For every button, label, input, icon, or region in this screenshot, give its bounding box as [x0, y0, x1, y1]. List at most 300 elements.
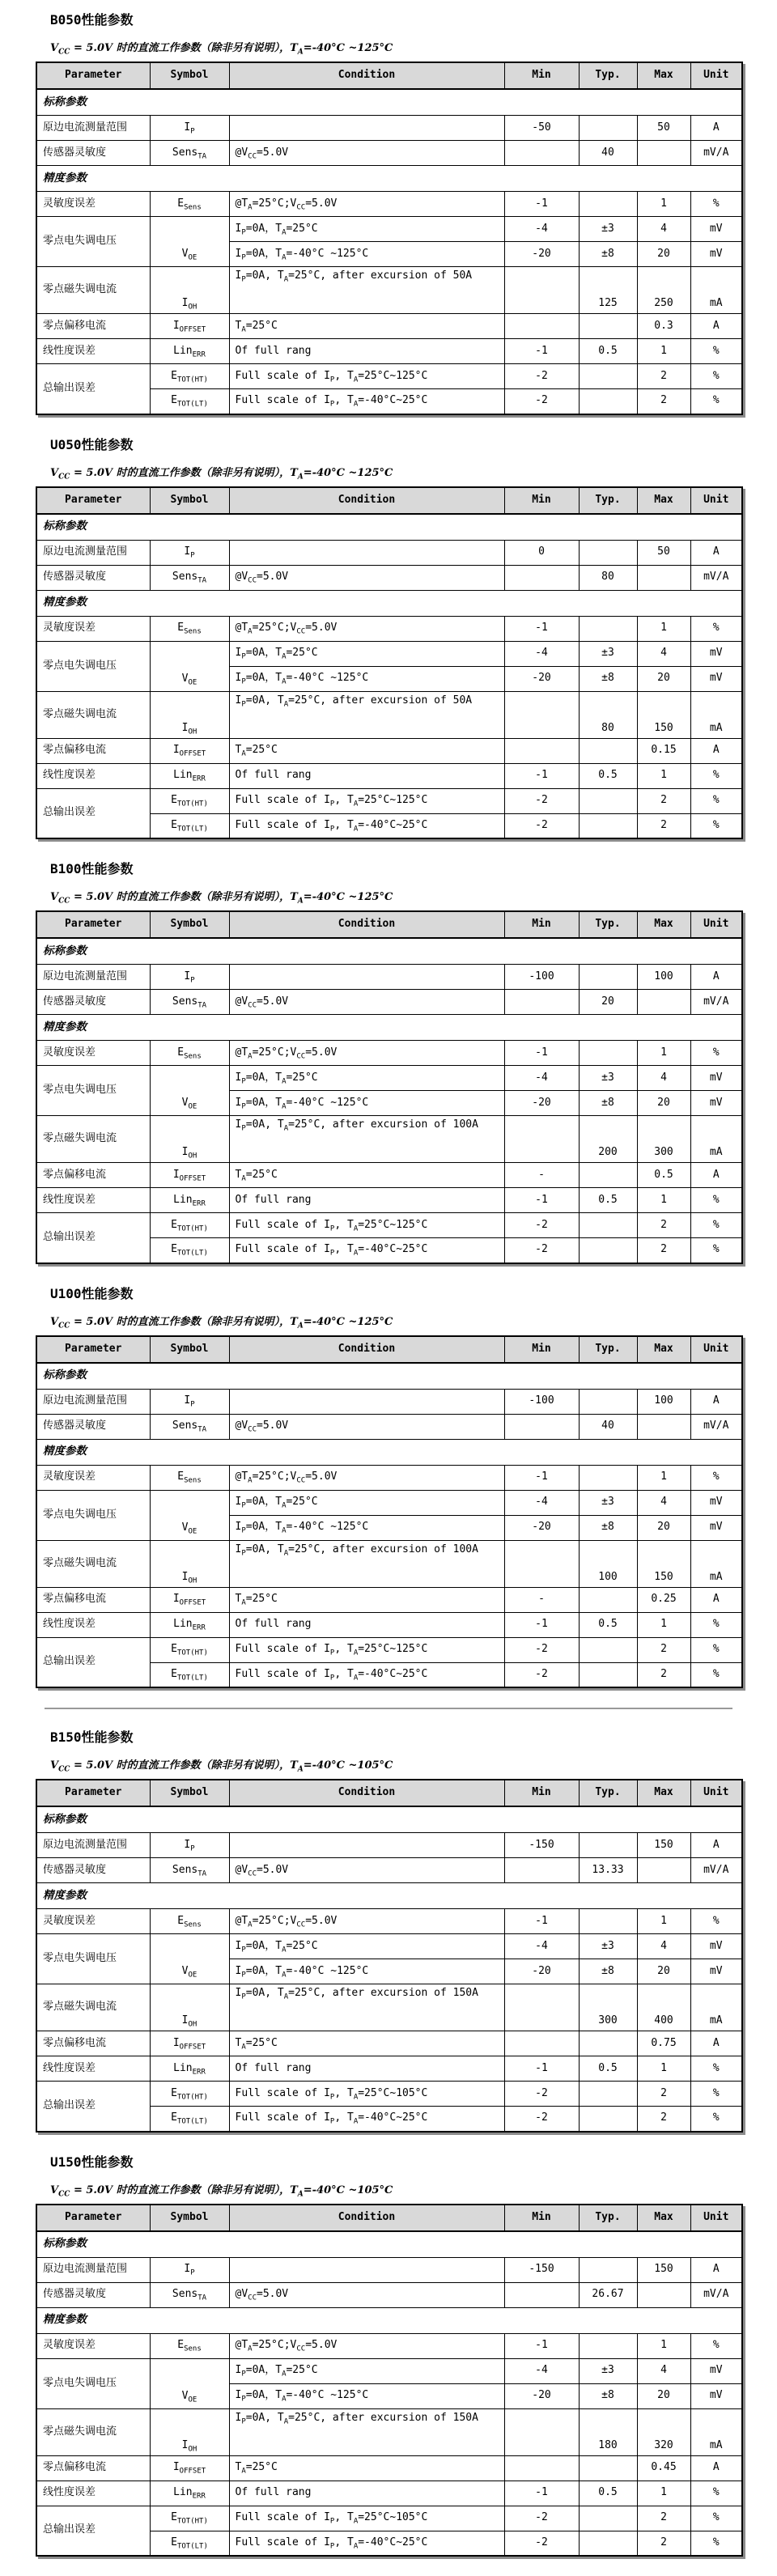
condition-cell: $I_P=0A$，$T_A=-40^\circ C$ ~125°C [229, 666, 504, 691]
min-cell: -20 [504, 1091, 579, 1116]
unit-cell: % [690, 1637, 742, 1662]
column-header-unit: Unit [690, 62, 742, 89]
table-row [36, 141, 742, 166]
param-cell: 原边电流测量范围 [36, 1389, 150, 1414]
max-cell: 1 [637, 763, 690, 788]
condition-cell: Full scale of $I_P$, $T_A=-40^\circ C\sim 25^\circ C$ [229, 813, 504, 838]
typ-cell: ±3 [579, 2358, 637, 2383]
symbol-cell: $V_{OE}$ [150, 1066, 229, 1116]
symbol-cell: $E_{TOT(HT)}$ [150, 2506, 229, 2531]
group-label-cell: 标称参数 [36, 89, 742, 116]
section-title: U050性能参数 [50, 436, 134, 452]
header-row [36, 487, 742, 514]
symbol-cell: $E_{TOT(HT)}$ [150, 2082, 229, 2107]
condition-cell: $I_P=0A$，$T_A=-40^\circ C$ ~125°C [229, 2383, 504, 2408]
max-cell: 20 [637, 1515, 690, 1540]
min-cell: -20 [504, 666, 579, 691]
column-header-typ: Typ. [579, 911, 637, 938]
param-cell: 传感器灵敏度 [36, 141, 150, 166]
max-cell: 1 [637, 2481, 690, 2506]
param-cell: 线性度误差 [36, 2056, 150, 2082]
table-row [36, 2282, 742, 2307]
section-u150 [0, 2152, 777, 2557]
min-cell: -20 [504, 242, 579, 267]
symbol-cell: $V_{OE}$ [150, 1934, 229, 1984]
table-row [36, 2455, 742, 2481]
condition-cell: $@T_A=25^\circ C;V_{CC}=5.0V$ [229, 616, 504, 641]
table-row [36, 2056, 742, 2082]
param-cell: 总输出误差 [36, 1637, 150, 1687]
max-cell: 2 [637, 1213, 690, 1238]
group-row [36, 166, 742, 192]
min-cell: -1 [504, 616, 579, 641]
min-cell: -2 [504, 1637, 579, 1662]
column-header-min: Min [504, 2205, 579, 2231]
symbol-cell: $I_P$ [150, 965, 229, 990]
max-cell: 0.15 [637, 738, 690, 763]
symbol-cell: $V_{OE}$ [150, 641, 229, 691]
column-header-typ: Typ. [579, 2205, 637, 2231]
min-cell: -20 [504, 1959, 579, 1984]
param-cell: 零点偏移电流 [36, 2031, 150, 2056]
param-cell: 零点电失调电压 [36, 2358, 150, 2408]
min-cell: -1 [504, 1909, 579, 1934]
min-cell: -150 [504, 1833, 579, 1858]
typ-cell [579, 2257, 637, 2282]
table-row [36, 763, 742, 788]
param-cell: 总输出误差 [36, 1213, 150, 1263]
condition-cell: $@V_{CC}=5.0V$ [229, 990, 504, 1015]
symbol-cell: $I_{OFFSET}$ [150, 314, 229, 339]
column-header-min: Min [504, 62, 579, 89]
condition-cell: Of full rang [229, 2056, 504, 2082]
unit-cell: mV [690, 242, 742, 267]
unit-cell: mV/A [690, 990, 742, 1015]
max-cell: 1 [637, 192, 690, 217]
min-cell [504, 990, 579, 1015]
table-row [36, 540, 742, 565]
typ-cell: 26.67 [579, 2282, 637, 2307]
max-cell: 150 [637, 1833, 690, 1858]
parameters-table [36, 486, 743, 840]
condition-cell: Of full rang [229, 763, 504, 788]
param-cell: 灵敏度误差 [36, 192, 150, 217]
symbol-cell: $E_{TOT(LT)}$ [150, 389, 229, 414]
min-cell [504, 1540, 579, 1587]
column-header-typ: Typ. [579, 62, 637, 89]
column-header-condition: Condition [229, 2205, 504, 2231]
table-row [36, 2358, 742, 2383]
symbol-cell: $I_P$ [150, 1833, 229, 1858]
unit-cell: A [690, 738, 742, 763]
min-cell: -1 [504, 339, 579, 364]
max-cell: 1 [637, 1188, 690, 1213]
symbol-cell: Lin$_{ERR}$ [150, 763, 229, 788]
condition-cell: $T_A=25^\circ C$ [229, 314, 504, 339]
symbol-cell: $E_{TOT(LT)}$ [150, 813, 229, 838]
param-cell: 零点电失调电压 [36, 641, 150, 691]
typ-cell [579, 1465, 637, 1490]
typ-cell: ±8 [579, 666, 637, 691]
unit-cell: mV/A [690, 141, 742, 166]
column-header-max: Max [637, 911, 690, 938]
max-cell [637, 2282, 690, 2307]
param-cell: 零点偏移电流 [36, 1163, 150, 1188]
min-cell: -150 [504, 2257, 579, 2282]
typ-cell: 0.5 [579, 2481, 637, 2506]
symbol-cell: $E_{Sens}$ [150, 192, 229, 217]
condition-cell: $I_P=0A$，$T_A=25^\circ C$ [229, 217, 504, 242]
symbol-cell: $E_{Sens}$ [150, 1465, 229, 1490]
min-cell: -4 [504, 1934, 579, 1959]
column-header-condition: Condition [229, 62, 504, 89]
unit-cell: mV [690, 217, 742, 242]
symbol-cell: $I_{OFFSET}$ [150, 1163, 229, 1188]
max-cell: 4 [637, 1934, 690, 1959]
column-header-max: Max [637, 1336, 690, 1363]
typ-cell [579, 1389, 637, 1414]
param-cell: 线性度误差 [36, 339, 150, 364]
typ-cell: 200 [579, 1116, 637, 1163]
max-cell [637, 1858, 690, 1883]
min-cell [504, 141, 579, 166]
column-header-max: Max [637, 487, 690, 514]
symbol-cell: $I_{OFFSET}$ [150, 2455, 229, 2481]
section-title: B100性能参数 [50, 861, 134, 876]
param-cell: 零点磁失调电流 [36, 1984, 150, 2031]
typ-cell: 100 [579, 1540, 637, 1587]
param-cell: 总输出误差 [36, 364, 150, 414]
max-cell: 0.3 [637, 314, 690, 339]
group-row [36, 1015, 742, 1041]
condition-cell: $@V_{CC}=5.0V$ [229, 1414, 504, 1439]
symbol-cell: $I_{OFFSET}$ [150, 738, 229, 763]
group-label-cell: 标称参数 [36, 1806, 742, 1833]
parameters-table [36, 2204, 743, 2557]
column-header-unit: Unit [690, 2205, 742, 2231]
unit-cell: % [690, 2082, 742, 2107]
max-cell: 250 [637, 267, 690, 314]
min-cell [504, 2408, 579, 2455]
table-row [36, 2408, 742, 2455]
min-cell: -50 [504, 116, 579, 141]
symbol-cell: $I_P$ [150, 1389, 229, 1414]
section-b050 [0, 10, 777, 415]
max-cell: 1 [637, 1909, 690, 1934]
param-cell: 线性度误差 [36, 1612, 150, 1637]
symbol-cell: $E_{TOT(LT)}$ [150, 1238, 229, 1263]
section-subtitle: $V_{CC} = 5.0V$ 时的直流工作参数（除非另有说明），$T_A=-40^\circ C$ ~125°C [50, 1315, 393, 1330]
min-cell: -100 [504, 965, 579, 990]
condition-cell [229, 965, 504, 990]
unit-cell: mA [690, 691, 742, 738]
symbol-cell: Lin$_{ERR}$ [150, 1612, 229, 1637]
unit-cell: mV [690, 2358, 742, 2383]
section-title: B050性能参数 [50, 12, 134, 28]
min-cell: -4 [504, 641, 579, 666]
symbol-cell: $I_P$ [150, 2257, 229, 2282]
table-row [36, 1066, 742, 1091]
condition-cell [229, 540, 504, 565]
condition-cell: Of full rang [229, 339, 504, 364]
max-cell: 4 [637, 641, 690, 666]
min-cell [504, 2282, 579, 2307]
min-cell: -1 [504, 1612, 579, 1637]
max-cell: 0.25 [637, 1587, 690, 1612]
min-cell [504, 691, 579, 738]
column-header-min: Min [504, 1780, 579, 1806]
table-row [36, 1637, 742, 1662]
min-cell: -1 [504, 763, 579, 788]
min-cell: -20 [504, 2383, 579, 2408]
section-u050 [0, 435, 777, 840]
table-row [36, 788, 742, 813]
symbol-cell: Sens$_{TA}$ [150, 1858, 229, 1883]
min-cell: -4 [504, 217, 579, 242]
param-cell: 零点磁失调电流 [36, 691, 150, 738]
symbol-cell: $I_{OH}$ [150, 1984, 229, 2031]
column-header-parameter: Parameter [36, 911, 150, 938]
max-cell: 50 [637, 540, 690, 565]
section-subtitle: $V_{CC} = 5.0V$ 时的直流工作参数（除非另有说明），$T_A=-40^\circ C$ ~125°C [50, 891, 393, 906]
table-row [36, 1213, 742, 1238]
typ-cell: ±8 [579, 242, 637, 267]
unit-cell: A [690, 1163, 742, 1188]
max-cell: 300 [637, 1116, 690, 1163]
group-label-cell: 精度参数 [36, 1883, 742, 1909]
min-cell: -2 [504, 2082, 579, 2107]
typ-cell: 125 [579, 267, 637, 314]
table-row [36, 217, 742, 242]
min-cell: -2 [504, 2107, 579, 2132]
max-cell: 100 [637, 965, 690, 990]
max-cell: 20 [637, 2383, 690, 2408]
typ-cell: 180 [579, 2408, 637, 2455]
unit-cell: mV [690, 1091, 742, 1116]
condition-cell: $@T_A=25^\circ C;V_{CC}=5.0V$ [229, 1465, 504, 1490]
min-cell [504, 1858, 579, 1883]
group-label-cell: 精度参数 [36, 166, 742, 192]
table-row [36, 1612, 742, 1637]
condition-cell [229, 2257, 504, 2282]
param-cell: 原边电流测量范围 [36, 2257, 150, 2282]
min-cell: -4 [504, 1490, 579, 1515]
table-row [36, 1934, 742, 1959]
unit-cell: % [690, 1909, 742, 1934]
table-row [36, 738, 742, 763]
typ-cell [579, 1238, 637, 1263]
max-cell: 2 [637, 813, 690, 838]
min-cell: -1 [504, 2481, 579, 2506]
condition-cell: Of full rang [229, 1188, 504, 1213]
condition-cell: $I_P=0A$，$T_A=-40^\circ C$ ~125°C [229, 1091, 504, 1116]
max-cell: 2 [637, 2531, 690, 2556]
unit-cell: % [690, 2506, 742, 2531]
unit-cell: mV [690, 1934, 742, 1959]
table-row [36, 364, 742, 389]
condition-cell: $I_P=0A$, $T_A=25^\circ C$, after excursion of 50A [229, 267, 504, 314]
table-row [36, 314, 742, 339]
table-row [36, 1984, 742, 2031]
max-cell: 2 [637, 1662, 690, 1687]
max-cell: 2 [637, 2082, 690, 2107]
typ-cell: ±8 [579, 1515, 637, 1540]
column-header-max: Max [637, 1780, 690, 1806]
unit-cell: % [690, 2531, 742, 2556]
param-cell: 零点电失调电压 [36, 1066, 150, 1116]
max-cell: 150 [637, 2257, 690, 2282]
column-header-typ: Typ. [579, 487, 637, 514]
symbol-cell: $E_{TOT(LT)}$ [150, 2531, 229, 2556]
unit-cell: A [690, 1587, 742, 1612]
condition-cell: Full scale of $I_P$, $T_A=25^\circ C\sim 125^\circ C$ [229, 1213, 504, 1238]
symbol-cell: $I_P$ [150, 540, 229, 565]
param-cell: 灵敏度误差 [36, 616, 150, 641]
condition-cell: $T_A=25^\circ C$ [229, 2455, 504, 2481]
min-cell: -2 [504, 2506, 579, 2531]
condition-cell: $I_P=0A$，$T_A=25^\circ C$ [229, 641, 504, 666]
min-cell: -2 [504, 1213, 579, 1238]
unit-cell: % [690, 1465, 742, 1490]
typ-cell [579, 364, 637, 389]
unit-cell: % [690, 2333, 742, 2358]
table-row [36, 339, 742, 364]
column-header-symbol: Symbol [150, 1780, 229, 1806]
symbol-cell: $I_{OFFSET}$ [150, 1587, 229, 1612]
min-cell: 0 [504, 540, 579, 565]
param-cell: 零点磁失调电流 [36, 1116, 150, 1163]
param-cell: 传感器灵敏度 [36, 1858, 150, 1883]
group-row [36, 938, 742, 965]
table-row [36, 1389, 742, 1414]
typ-cell [579, 1662, 637, 1687]
unit-cell: % [690, 1041, 742, 1066]
header-row [36, 1336, 742, 1363]
condition-cell: $T_A=25^\circ C$ [229, 738, 504, 763]
max-cell: 150 [637, 1540, 690, 1587]
unit-cell: % [690, 364, 742, 389]
unit-cell: % [690, 1213, 742, 1238]
parameters-table [36, 1335, 743, 1689]
column-header-condition: Condition [229, 1336, 504, 1363]
section-title: U100性能参数 [50, 1285, 134, 1301]
condition-cell: $@T_A=25^\circ C;V_{CC}=5.0V$ [229, 1041, 504, 1066]
typ-cell: ±3 [579, 1934, 637, 1959]
symbol-cell: $V_{OE}$ [150, 1490, 229, 1540]
symbol-cell: Lin$_{ERR}$ [150, 2481, 229, 2506]
unit-cell: % [690, 389, 742, 414]
table-row [36, 1188, 742, 1213]
table-row [36, 2506, 742, 2531]
condition-cell: $I_P=0A$, $T_A=25^\circ C$, after excursion of 150A [229, 2408, 504, 2455]
min-cell: -2 [504, 813, 579, 838]
column-header-symbol: Symbol [150, 911, 229, 938]
unit-cell: A [690, 540, 742, 565]
parameters-table [36, 1779, 743, 2133]
unit-cell: mV/A [690, 1414, 742, 1439]
table-row [36, 990, 742, 1015]
max-cell: 400 [637, 1984, 690, 2031]
table-row [36, 1163, 742, 1188]
max-cell: 150 [637, 691, 690, 738]
min-cell: -4 [504, 2358, 579, 2383]
min-cell: -1 [504, 1188, 579, 1213]
symbol-cell: Sens$_{TA}$ [150, 1414, 229, 1439]
max-cell: 0.5 [637, 1163, 690, 1188]
table-row [36, 2257, 742, 2282]
unit-cell: mA [690, 267, 742, 314]
param-cell: 零点偏移电流 [36, 1587, 150, 1612]
max-cell: 20 [637, 242, 690, 267]
group-row [36, 1806, 742, 1833]
unit-cell: % [690, 2481, 742, 2506]
unit-cell: A [690, 2455, 742, 2481]
max-cell: 2 [637, 788, 690, 813]
unit-cell: % [690, 763, 742, 788]
typ-cell: 300 [579, 1984, 637, 2031]
group-label-cell: 标称参数 [36, 514, 742, 541]
column-header-typ: Typ. [579, 1780, 637, 1806]
condition-cell: $@T_A=25^\circ C;V_{CC}=5.0V$ [229, 1909, 504, 1934]
condition-cell: $I_P=0A$, $T_A=25^\circ C$, after excursion of 50A [229, 691, 504, 738]
symbol-cell: $V_{OE}$ [150, 217, 229, 267]
unit-cell: mV [690, 1515, 742, 1540]
typ-cell: 40 [579, 141, 637, 166]
typ-cell: ±3 [579, 1066, 637, 1091]
unit-cell: % [690, 616, 742, 641]
min-cell: -1 [504, 2333, 579, 2358]
max-cell [637, 1414, 690, 1439]
unit-cell: % [690, 1238, 742, 1263]
column-header-max: Max [637, 62, 690, 89]
unit-cell: A [690, 1833, 742, 1858]
param-cell: 零点磁失调电流 [36, 267, 150, 314]
max-cell: 1 [637, 1612, 690, 1637]
section-b150 [0, 1727, 777, 2133]
unit-cell: mV [690, 666, 742, 691]
condition-cell: $T_A=25^\circ C$ [229, 1163, 504, 1188]
min-cell: -2 [504, 788, 579, 813]
section-subtitle: $V_{CC} = 5.0V$ 时的直流工作参数（除非另有说明），$T_A=-40^\circ C$ ~125°C [50, 42, 393, 57]
table-row [36, 192, 742, 217]
param-cell: 零点磁失调电流 [36, 1540, 150, 1587]
symbol-cell: $I_{OH}$ [150, 691, 229, 738]
section-subtitle: $V_{CC} = 5.0V$ 时的直流工作参数（除非另有说明），$T_A=-40^\circ C$ ~105°C [50, 1759, 393, 1774]
typ-cell [579, 1637, 637, 1662]
unit-cell: A [690, 1389, 742, 1414]
column-header-unit: Unit [690, 1780, 742, 1806]
typ-cell [579, 1909, 637, 1934]
typ-cell [579, 616, 637, 641]
column-header-typ: Typ. [579, 1336, 637, 1363]
column-header-symbol: Symbol [150, 1336, 229, 1363]
typ-cell [579, 389, 637, 414]
group-label-cell: 精度参数 [36, 1439, 742, 1465]
group-row [36, 590, 742, 616]
max-cell: 2 [637, 389, 690, 414]
unit-cell: mA [690, 1984, 742, 2031]
unit-cell: mV [690, 641, 742, 666]
typ-cell: ±8 [579, 1091, 637, 1116]
table-row [36, 1041, 742, 1066]
typ-cell: 0.5 [579, 339, 637, 364]
typ-cell: 0.5 [579, 1188, 637, 1213]
min-cell: -4 [504, 1066, 579, 1091]
unit-cell: mA [690, 1540, 742, 1587]
section-divider [45, 1708, 732, 1709]
min-cell: -2 [504, 1662, 579, 1687]
min-cell [504, 1116, 579, 1163]
